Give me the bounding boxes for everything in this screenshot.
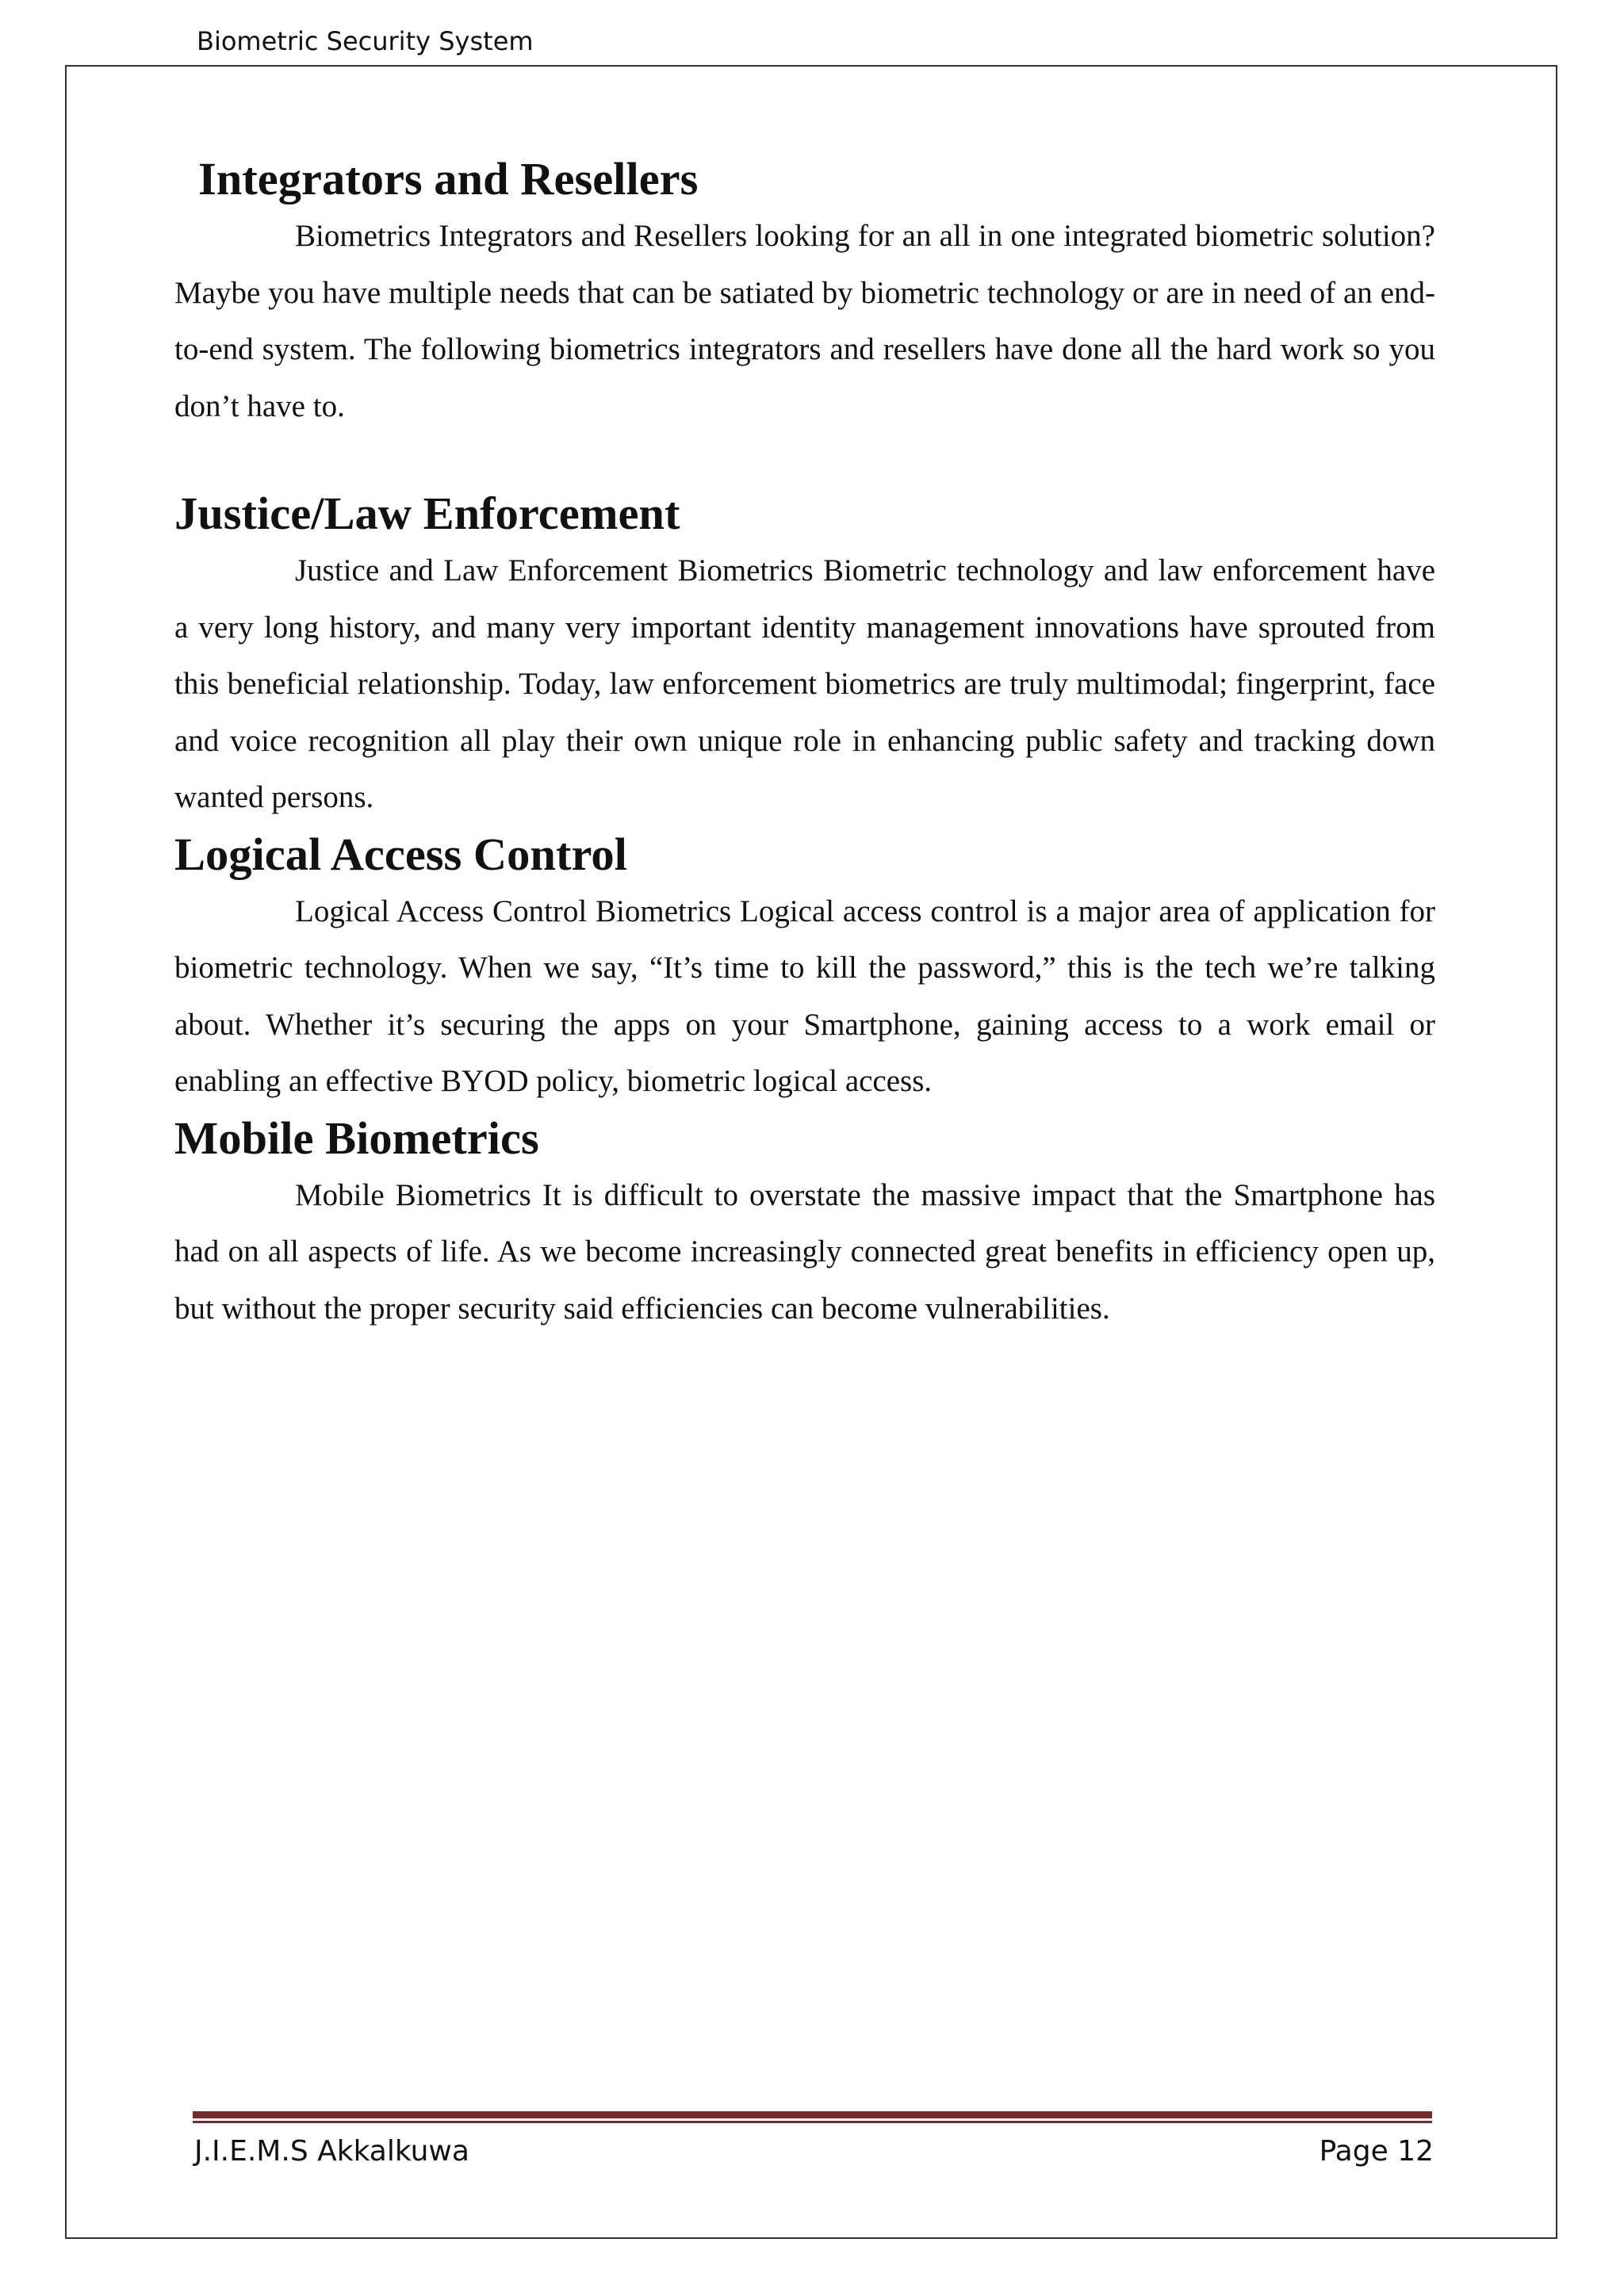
section-heading: Justice/Law Enforcement bbox=[174, 488, 680, 539]
section-gap bbox=[174, 434, 1435, 485]
section-paragraph: Biometrics Integrators and Resellers looking for an all in one integrated biometric solution? Maybe you have multiple needs that can be satiated by biometric technology or are in need of an end-to-end system. The following biometrics integrators and resellers have done all the hard work so you don’t have to. bbox=[174, 219, 1435, 423]
section-heading: Mobile Biometrics bbox=[174, 1112, 539, 1164]
section-heading: Logical Access Control bbox=[174, 828, 627, 880]
section-mobile bbox=[174, 1110, 1435, 1337]
footer-rule-thin bbox=[193, 2121, 1432, 2123]
section-paragraph: Logical Access Control Biometrics Logical access control is a major area of application for biometric technology. When we say, “It’s time to kill the password,” this is the tech we’re talking about. Whether it’s securing the apps on your Smartphone, gaining access to a work email or enabling an effective BYOD policy, biometric logical access. bbox=[174, 894, 1435, 1098]
running-header: Biometric Security System bbox=[197, 26, 534, 56]
page-number: Page 12 bbox=[1319, 2135, 1434, 2168]
section-integrators bbox=[174, 151, 1435, 434]
footer-rule-thick bbox=[193, 2111, 1432, 2118]
section-heading: Integrators and Resellers bbox=[198, 153, 699, 205]
footer-rule bbox=[193, 2111, 1432, 2124]
section-paragraph: Justice and Law Enforcement Biometrics Biometric technology and law enforcement have a very long history, and many very important identity management innovations have sprouted from this beneficial relationship. Today, law enforcement biometrics are truly multimodal; fingerprint, face and voice recognition all play their own unique role in enhancing public safety and tracking down wanted persons. bbox=[174, 553, 1435, 814]
section-logical-access bbox=[174, 826, 1435, 1110]
document-body bbox=[174, 151, 1435, 1337]
section-justice bbox=[174, 485, 1435, 826]
footer-institution: J.I.E.M.S Akkalkuwa bbox=[194, 2135, 469, 2168]
section-paragraph: Mobile Biometrics It is difficult to overstate the massive impact that the Smartphone has had on all aspects of life. As we become increasingly connected great benefits in efficiency open up, but without the proper security said efficiencies can become vulnerabilities. bbox=[174, 1177, 1435, 1326]
